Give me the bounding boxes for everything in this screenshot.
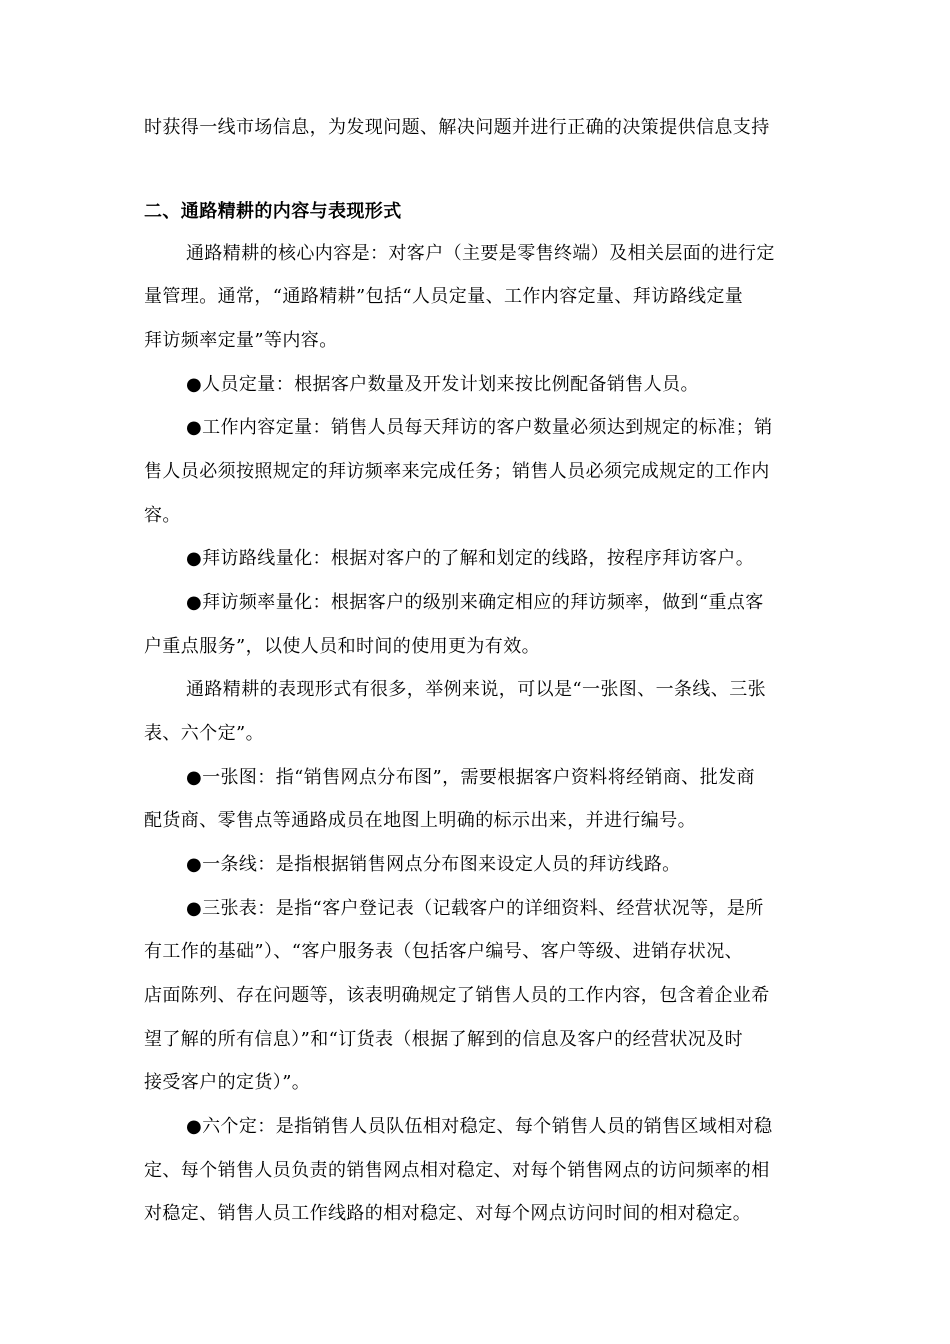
bullet-line: ●一条线：是指根据销售网点分布图来设定人员的拜访线路。: [186, 854, 681, 875]
paragraph-line: 拜访频率定量”等内容。: [144, 330, 338, 351]
bullet-line: ●拜访路线量化：根据对客户的了解和划定的线路，按程序拜访客户。: [186, 548, 755, 569]
paragraph-line: 接受客户的定货）”。: [144, 1072, 311, 1093]
paragraph-line: 户重点服务”，以使人员和时间的使用更为有效。: [144, 636, 540, 657]
paragraph-line: 配货商、零售点等通路成员在地图上明确的标示出来，并进行编号。: [144, 810, 696, 831]
bullet-line: ●工作内容定量：销售人员每天拜访的客户数量必须达到规定的标准；销: [186, 417, 773, 438]
paragraph-line: 时获得一线市场信息，为发现问题、解决问题并进行正确的决策提供信息支持: [144, 117, 770, 138]
paragraph-line: 店面陈列、存在问题等，该表明确规定了销售人员的工作内容，包含着企业希: [144, 985, 770, 1006]
paragraph-line: 通路精耕的表现形式有很多，举例来说，可以是“一张图、一条线、三张: [186, 679, 766, 700]
paragraph-line: 望了解的所有信息）”和“订货表（根据了解到的信息及客户的经营状况及时: [144, 1029, 744, 1050]
paragraph-line: 表、六个定”。: [144, 723, 265, 744]
paragraph-line: 量管理。通常，“通路精耕”包括“人员定量、工作内容定量、拜访路线定量: [144, 286, 744, 307]
bullet-line: ●拜访频率量化：根据客户的级别来确定相应的拜访频率，做到“重点客: [186, 592, 764, 613]
bullet-line: ●一张图：指“销售网点分布图”，需要根据客户资料将经销商、批发商: [186, 767, 755, 788]
section-heading: 二、通路精耕的内容与表现形式: [144, 201, 402, 222]
paragraph-line: 定、每个销售人员负责的销售网点相对稳定、对每个销售网点的访问频率的相: [144, 1160, 770, 1181]
bullet-line: ●三张表：是指“客户登记表（记载客户的详细资料、经营状况等，是所: [186, 898, 764, 919]
paragraph-line: 对稳定、销售人员工作线路的相对稳定、对每个网点访问时间的相对稳定。: [144, 1203, 752, 1224]
paragraph-line: 售人员必须按照规定的拜访频率来完成任务；销售人员必须完成规定的工作内: [144, 461, 770, 482]
paragraph-line: 容。: [144, 505, 181, 526]
paragraph-line: 通路精耕的核心内容是：对客户（主要是零售终端）及相关层面的进行定: [186, 243, 775, 264]
bullet-line: ●人员定量：根据客户数量及开发计划来按比例配备销售人员。: [186, 374, 699, 395]
bullet-line: ●六个定：是指销售人员队伍相对稳定、每个销售人员的销售区域相对稳: [186, 1116, 773, 1137]
paragraph-line: 有工作的基础”）、“客户服务表（包括客户编号、客户等级、进销存状况、: [144, 941, 744, 962]
